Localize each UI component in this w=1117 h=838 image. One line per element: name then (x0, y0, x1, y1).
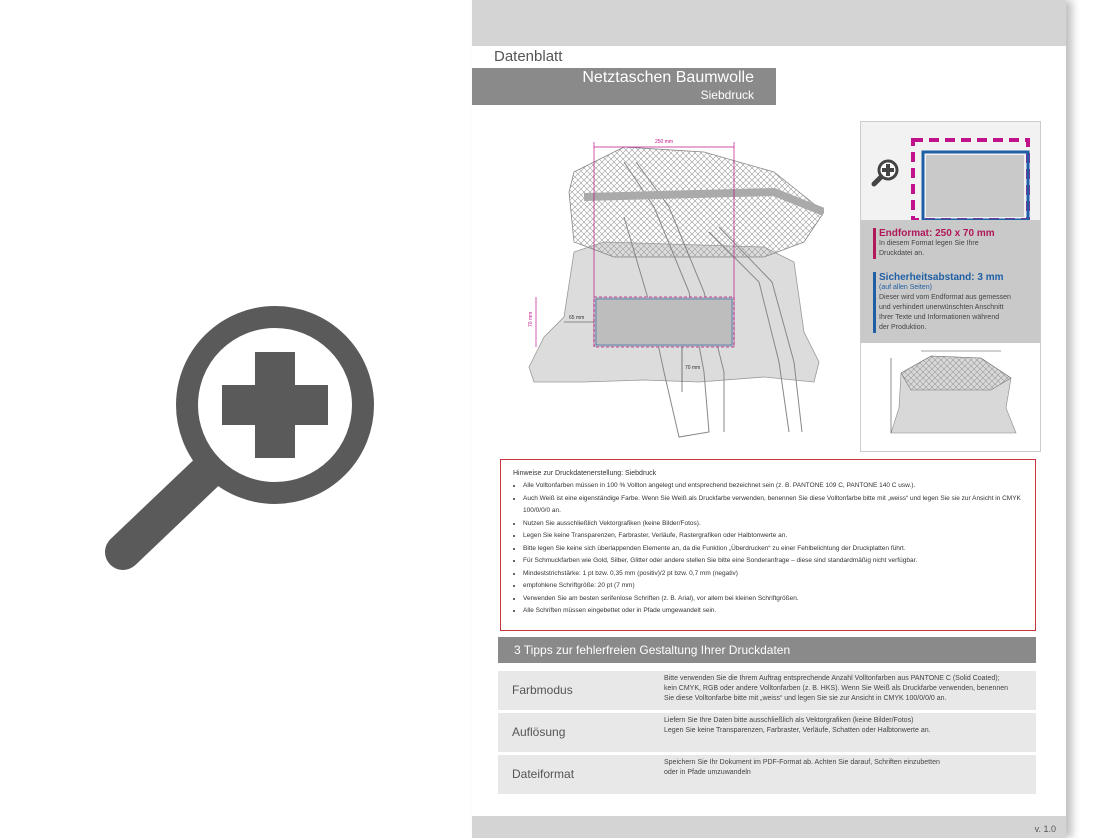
title-bar (472, 68, 776, 105)
safety-line-4: der Produktion. (879, 324, 927, 331)
tip-label: Dateiformat (512, 767, 575, 781)
tips-header: 3 Tipps zur fehlerfreien Gestaltung Ihrer Druckdaten (498, 637, 1036, 663)
safety-line-1: Dieser wird vom Endformat aus gemessen (879, 294, 1011, 301)
height-label: 70 mm (528, 311, 534, 327)
product-subtitle: Siebdruck (700, 88, 754, 102)
tip-text-line: Speichern Sie Ihr Dokument im PDF-Format ab. Achten Sie darauf, Schriften einzubetten (664, 759, 940, 766)
format-text (861, 220, 1040, 343)
tip-label: Farbmodus (512, 683, 573, 697)
tip-label: Auflösung (512, 725, 566, 739)
tip-text-line: Sie diese Volltonfarbe bitte mit „weiss“ und legen Sie sie zur Ansicht in CMYK 100/0/0/0 an. (664, 695, 947, 702)
endformat-title: Endformat: 250 x 70 mm (879, 228, 995, 239)
datasheet-page (472, 0, 1066, 838)
format-info-box (860, 121, 1041, 452)
hint-item: • Auch Weiß ist eine eigenständige Farbe. Wenn Sie Weiß als Druckfarbe verwenden, benennen Sie diese Volltonfarbe bitte mit „weiss“ und legen Sie sie zur Ansicht in CMYK 100/0/0/0 an. (523, 493, 1023, 518)
product-title: Netztaschen Baumwolle (582, 69, 754, 86)
bottom-label: 70 mm (685, 365, 701, 371)
hint-item: • Alle Volltonfarben müssen in 100 % Vollton angelegt und entsprechend bezeichnet sein (z. B. PANTONE 109 C, PANTONE 140 C usw.). (523, 480, 1023, 493)
format-preview (861, 122, 1040, 220)
hint-item: • Alle Schriften müssen eingebettet oder in Pfade umgewandelt sein. (523, 605, 1023, 618)
tip-text-line: kein CMYK, RGB oder andere Volltonfarben (z. B. HKS). Wenn Sie Weiß als Druckfarbe verwenden, benennen (664, 685, 1009, 692)
tip-row-aufloesung (498, 713, 1036, 752)
datasheet-tag: Datenblatt (472, 46, 590, 68)
width-label: 250 mm (654, 139, 674, 145)
tip-row-farbmodus (498, 671, 1036, 710)
tip-text-line: Legen Sie keine Transparenzen, Farbraster, Verläufe, Schatten oder Halbtonwerte an. (664, 727, 931, 734)
tip-row-dateiformat (498, 755, 1036, 794)
bag-drawing (524, 132, 824, 442)
bag-thumbnail (881, 348, 1021, 448)
tip-text (664, 758, 1034, 778)
print-hints-box (500, 459, 1036, 631)
hint-item: • Mindeststrichstärke: 1 pt bzw. 0,35 mm (positiv)/2 pt bzw. 0,7 mm (negativ) (523, 568, 1023, 581)
tip-text-line: Liefern Sie Ihre Daten bitte ausschließlich als Vektorgrafiken (keine Bilder/Fotos) (664, 717, 914, 724)
safety-line-2: und verhindert unerwünschten Anschnitt (879, 304, 1004, 311)
hints-title: Hinweise zur Druckdatenerstellung: Siebdruck (513, 470, 657, 477)
hint-item: • Nutzen Sie ausschließlich Vektorgrafiken (keine Bilder/Fotos). (523, 518, 1023, 531)
zoom-in-icon[interactable] (95, 290, 385, 590)
format-corner-diagram (861, 122, 1040, 220)
hint-item: • empfohlene Schriftgröße: 20 pt (7 mm) (523, 580, 1023, 593)
safety-line-3: Ihrer Texte und Informationen während (879, 314, 1000, 321)
endformat-line-1: In diesem Format legen Sie Ihre (879, 240, 979, 247)
offset-label: 65 mm (569, 315, 585, 321)
top-band (472, 0, 1066, 46)
hint-item: • Verwenden Sie am besten serifenlose Schriften (z. B. Arial), vor allem bei kleinen Schriftgrößen. (523, 593, 1023, 606)
endformat-line-2: Druckdatei an. (879, 250, 925, 257)
hint-item: • Bitte legen Sie keine sich überlappenden Elemente an, da die Funktion „Überdrucken“ zu einer Fehlbelichtung der Druckplatten führt. (523, 543, 1023, 556)
version-label: v. 1.0 (1034, 824, 1056, 834)
hint-item: • Für Schmuckfarben wie Gold, Silber, Glitter oder andere stellen Sie bitte eine Sonderanfrage – diese sind standardmäßig nicht verfügbar. (523, 555, 1023, 568)
safety-subtitle: (auf allen Seiten) (879, 284, 932, 291)
safety-title: Sicherheitsabstand: 3 mm (879, 272, 1004, 283)
tip-text-line: Bitte verwenden Sie die Ihrem Auftrag entsprechende Anzahl Volltonfarben aus PANTONE C (Solid Coated); (664, 675, 1000, 682)
tip-text (664, 674, 1034, 704)
bottom-band (472, 816, 1066, 838)
hint-item: • Legen Sie keine Transparenzen, Farbraster, Verläufe, Rastergrafiken oder Halbtonwerte an. (523, 530, 1023, 543)
tip-text-line: oder in Pfade umzuwandeln (664, 769, 751, 776)
tip-text (664, 716, 1034, 736)
